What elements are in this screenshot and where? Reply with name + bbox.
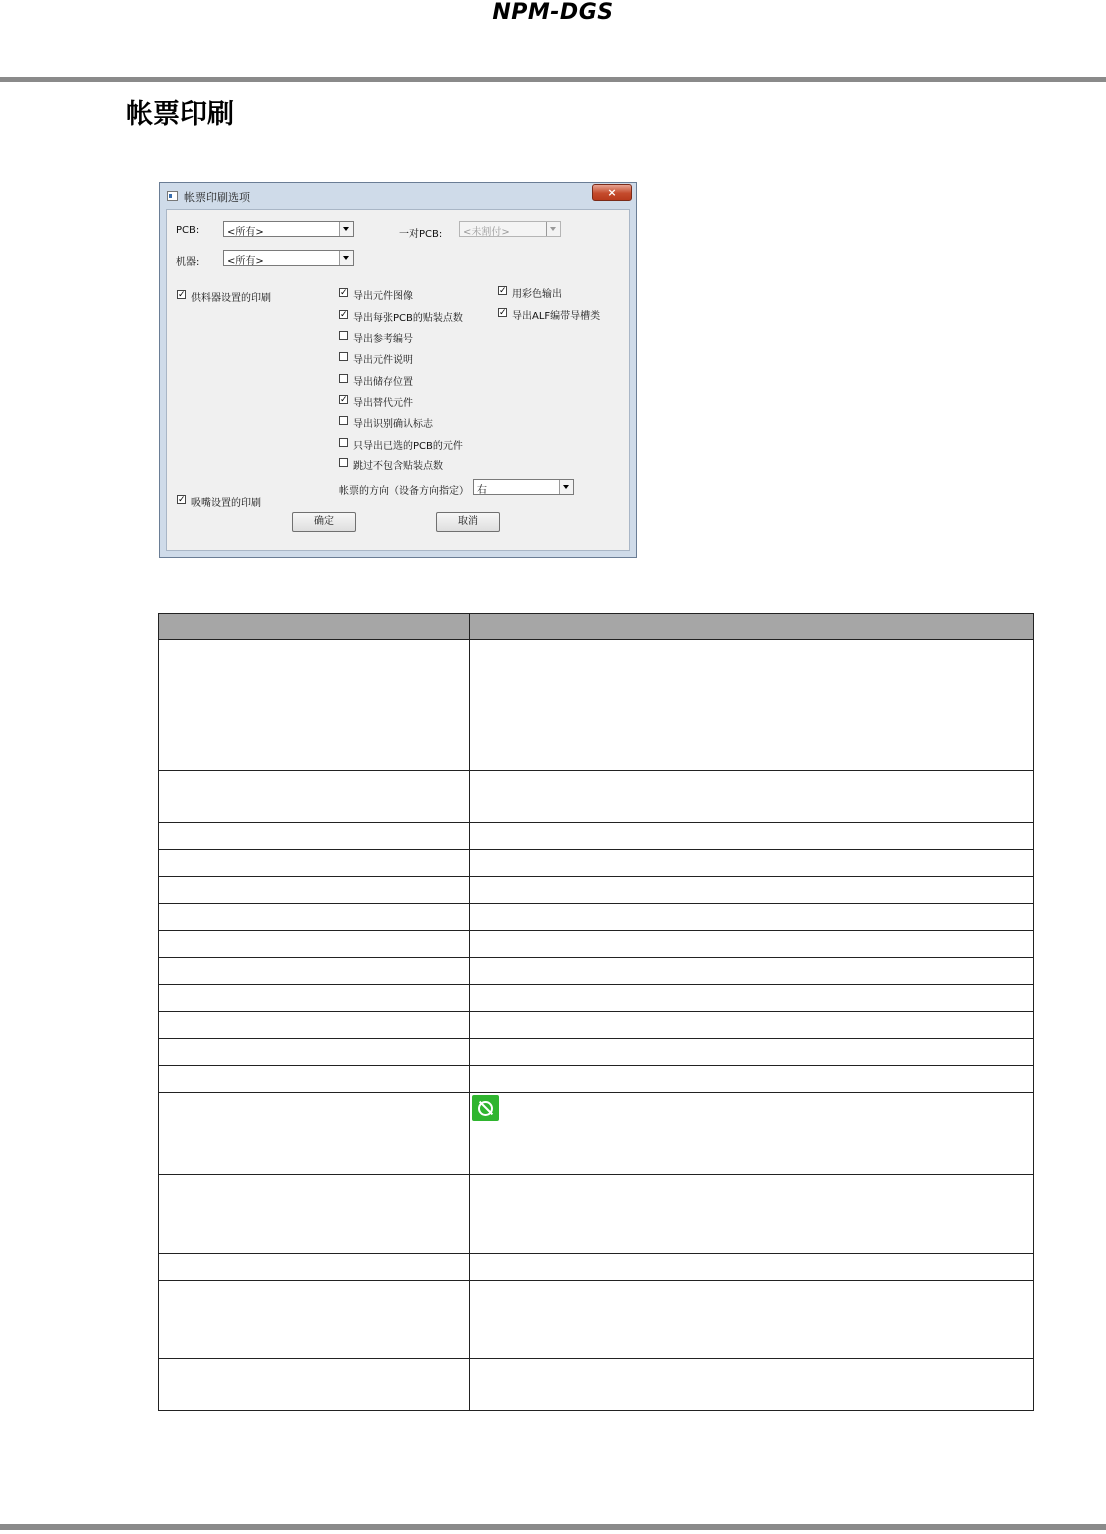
checkbox-box: ✓ [340, 288, 348, 298]
table-row [159, 771, 1034, 823]
checkbox-box [339, 416, 348, 425]
table-cell [470, 1039, 1034, 1066]
checkbox-box [339, 352, 348, 361]
table-cell [470, 1012, 1034, 1039]
table-row [159, 1359, 1034, 1411]
chevron-down-icon[interactable] [339, 251, 353, 265]
dialog-title: 帐票印刷选项 [184, 191, 250, 204]
option-description-table [158, 613, 1034, 1411]
chevron-down-icon[interactable] [546, 222, 560, 236]
pcb-value: <所有> [227, 227, 264, 238]
table-cell [159, 823, 470, 850]
pcb-label: PCB: [176, 225, 200, 236]
table-cell [159, 1175, 470, 1254]
table-cell [470, 985, 1034, 1012]
table-cell [159, 1281, 470, 1359]
table-cell [159, 850, 470, 877]
checkbox-box [339, 374, 348, 383]
table-row [159, 1281, 1034, 1359]
table-cell [159, 1254, 470, 1281]
machine-value: <所有> [227, 256, 264, 267]
color-output-label: 用彩色输出 [512, 289, 562, 300]
table-cell [470, 1093, 1034, 1175]
table-cell [470, 1175, 1034, 1254]
export-part-description-label: 导出元件说明 [353, 355, 413, 366]
table-cell [159, 904, 470, 931]
table-cell [159, 958, 470, 985]
table-cell [159, 877, 470, 904]
export-part-image-label: 导出元件图像 [353, 291, 413, 302]
checkbox-box: ✓ [499, 286, 507, 296]
table-cell [470, 640, 1034, 771]
table-row [159, 850, 1034, 877]
export-storage-location-label: 导出储存位置 [353, 377, 413, 388]
export-recognition-mark-label: 导出识别确认标志 [353, 419, 433, 430]
pair-pcb-value: <未割付> [463, 227, 510, 238]
checkbox-box: ✓ [499, 308, 507, 318]
prohibition-icon [472, 1095, 499, 1121]
cancel-button[interactable]: 取消 [436, 512, 500, 532]
document-header [0, 0, 1106, 30]
pair-pcb-label: 一对PCB: [399, 229, 443, 240]
table-cell [159, 1066, 470, 1093]
table-cell [159, 1093, 470, 1175]
table-cell [470, 823, 1034, 850]
window-app-icon [167, 191, 178, 201]
export-selected-pcb-parts-label: 只导出已选的PCB的元件 [353, 441, 463, 452]
export-placement-count-label: 导出每张PCB的贴装点数 [353, 313, 463, 324]
table-cell [159, 931, 470, 958]
checkbox-box: ✓ [340, 395, 348, 405]
table-cell [159, 985, 470, 1012]
table-row [159, 640, 1034, 771]
table-cell [159, 640, 470, 771]
machine-label: 机器: [176, 257, 200, 268]
header-cell-description [470, 614, 1034, 640]
table-cell [470, 931, 1034, 958]
checkbox-box: ✓ [178, 290, 186, 300]
export-reference-number-label: 导出参考编号 [353, 334, 413, 345]
close-button[interactable] [592, 184, 632, 201]
nozzle-setup-print-label: 吸嘴设置的印刷 [191, 498, 261, 509]
orientation-label: 帐票的方向（设备方向指定） [339, 486, 469, 497]
section-title: 帐票印刷 [126, 99, 234, 130]
chevron-down-icon[interactable] [559, 480, 573, 494]
table-cell [159, 1039, 470, 1066]
document-header-title: NPM-DGS [492, 0, 614, 25]
pcb-combobox[interactable] [223, 221, 354, 237]
dialog-titlebar[interactable] [160, 183, 636, 209]
table-row [159, 1039, 1034, 1066]
checkbox-box [339, 458, 348, 467]
export-substitute-parts-label: 导出替代元件 [353, 398, 413, 409]
table-row [159, 1254, 1034, 1281]
table-row [159, 931, 1034, 958]
dialog-client-area [166, 209, 630, 551]
pair-pcb-combobox[interactable] [459, 221, 561, 237]
orientation-value: 右 [477, 485, 487, 496]
table-cell [470, 1066, 1034, 1093]
checkbox-box: ✓ [340, 310, 348, 320]
checkbox-box: ✓ [178, 495, 186, 505]
table-header-row [159, 614, 1034, 640]
table-cell [470, 958, 1034, 985]
table-cell [470, 1359, 1034, 1411]
table-cell [470, 1254, 1034, 1281]
table-cell [470, 1281, 1034, 1359]
table-row [159, 904, 1034, 931]
machine-combobox[interactable] [223, 250, 354, 266]
checkbox-box [339, 438, 348, 447]
close-icon: × [607, 186, 617, 199]
table-row [159, 1012, 1034, 1039]
feeder-setup-print-label: 供料器设置的印刷 [191, 293, 271, 304]
table-row [159, 877, 1034, 904]
table-cell [470, 904, 1034, 931]
table-row [159, 985, 1034, 1012]
table-cell [470, 850, 1034, 877]
report-print-options-dialog [159, 182, 637, 558]
export-alf-tape-guide-label: 导出ALF编带导槽类 [512, 311, 601, 322]
checkbox-box [339, 331, 348, 340]
table-row [159, 823, 1034, 850]
table-row [159, 1093, 1034, 1175]
table-cell [159, 1359, 470, 1411]
orientation-combobox[interactable] [473, 479, 574, 495]
header-rule [0, 77, 1106, 82]
table-cell [159, 1012, 470, 1039]
table-row [159, 1175, 1034, 1254]
table-cell [470, 877, 1034, 904]
table-row [159, 958, 1034, 985]
table-row [159, 1066, 1034, 1093]
skip-no-placement-label: 跳过不包含贴装点数 [353, 461, 443, 472]
table-cell [470, 771, 1034, 823]
chevron-down-icon[interactable] [339, 222, 353, 236]
table-cell [159, 771, 470, 823]
footer-rule [0, 1524, 1106, 1530]
ok-button[interactable]: 确定 [292, 512, 356, 532]
header-cell-item [159, 614, 470, 640]
